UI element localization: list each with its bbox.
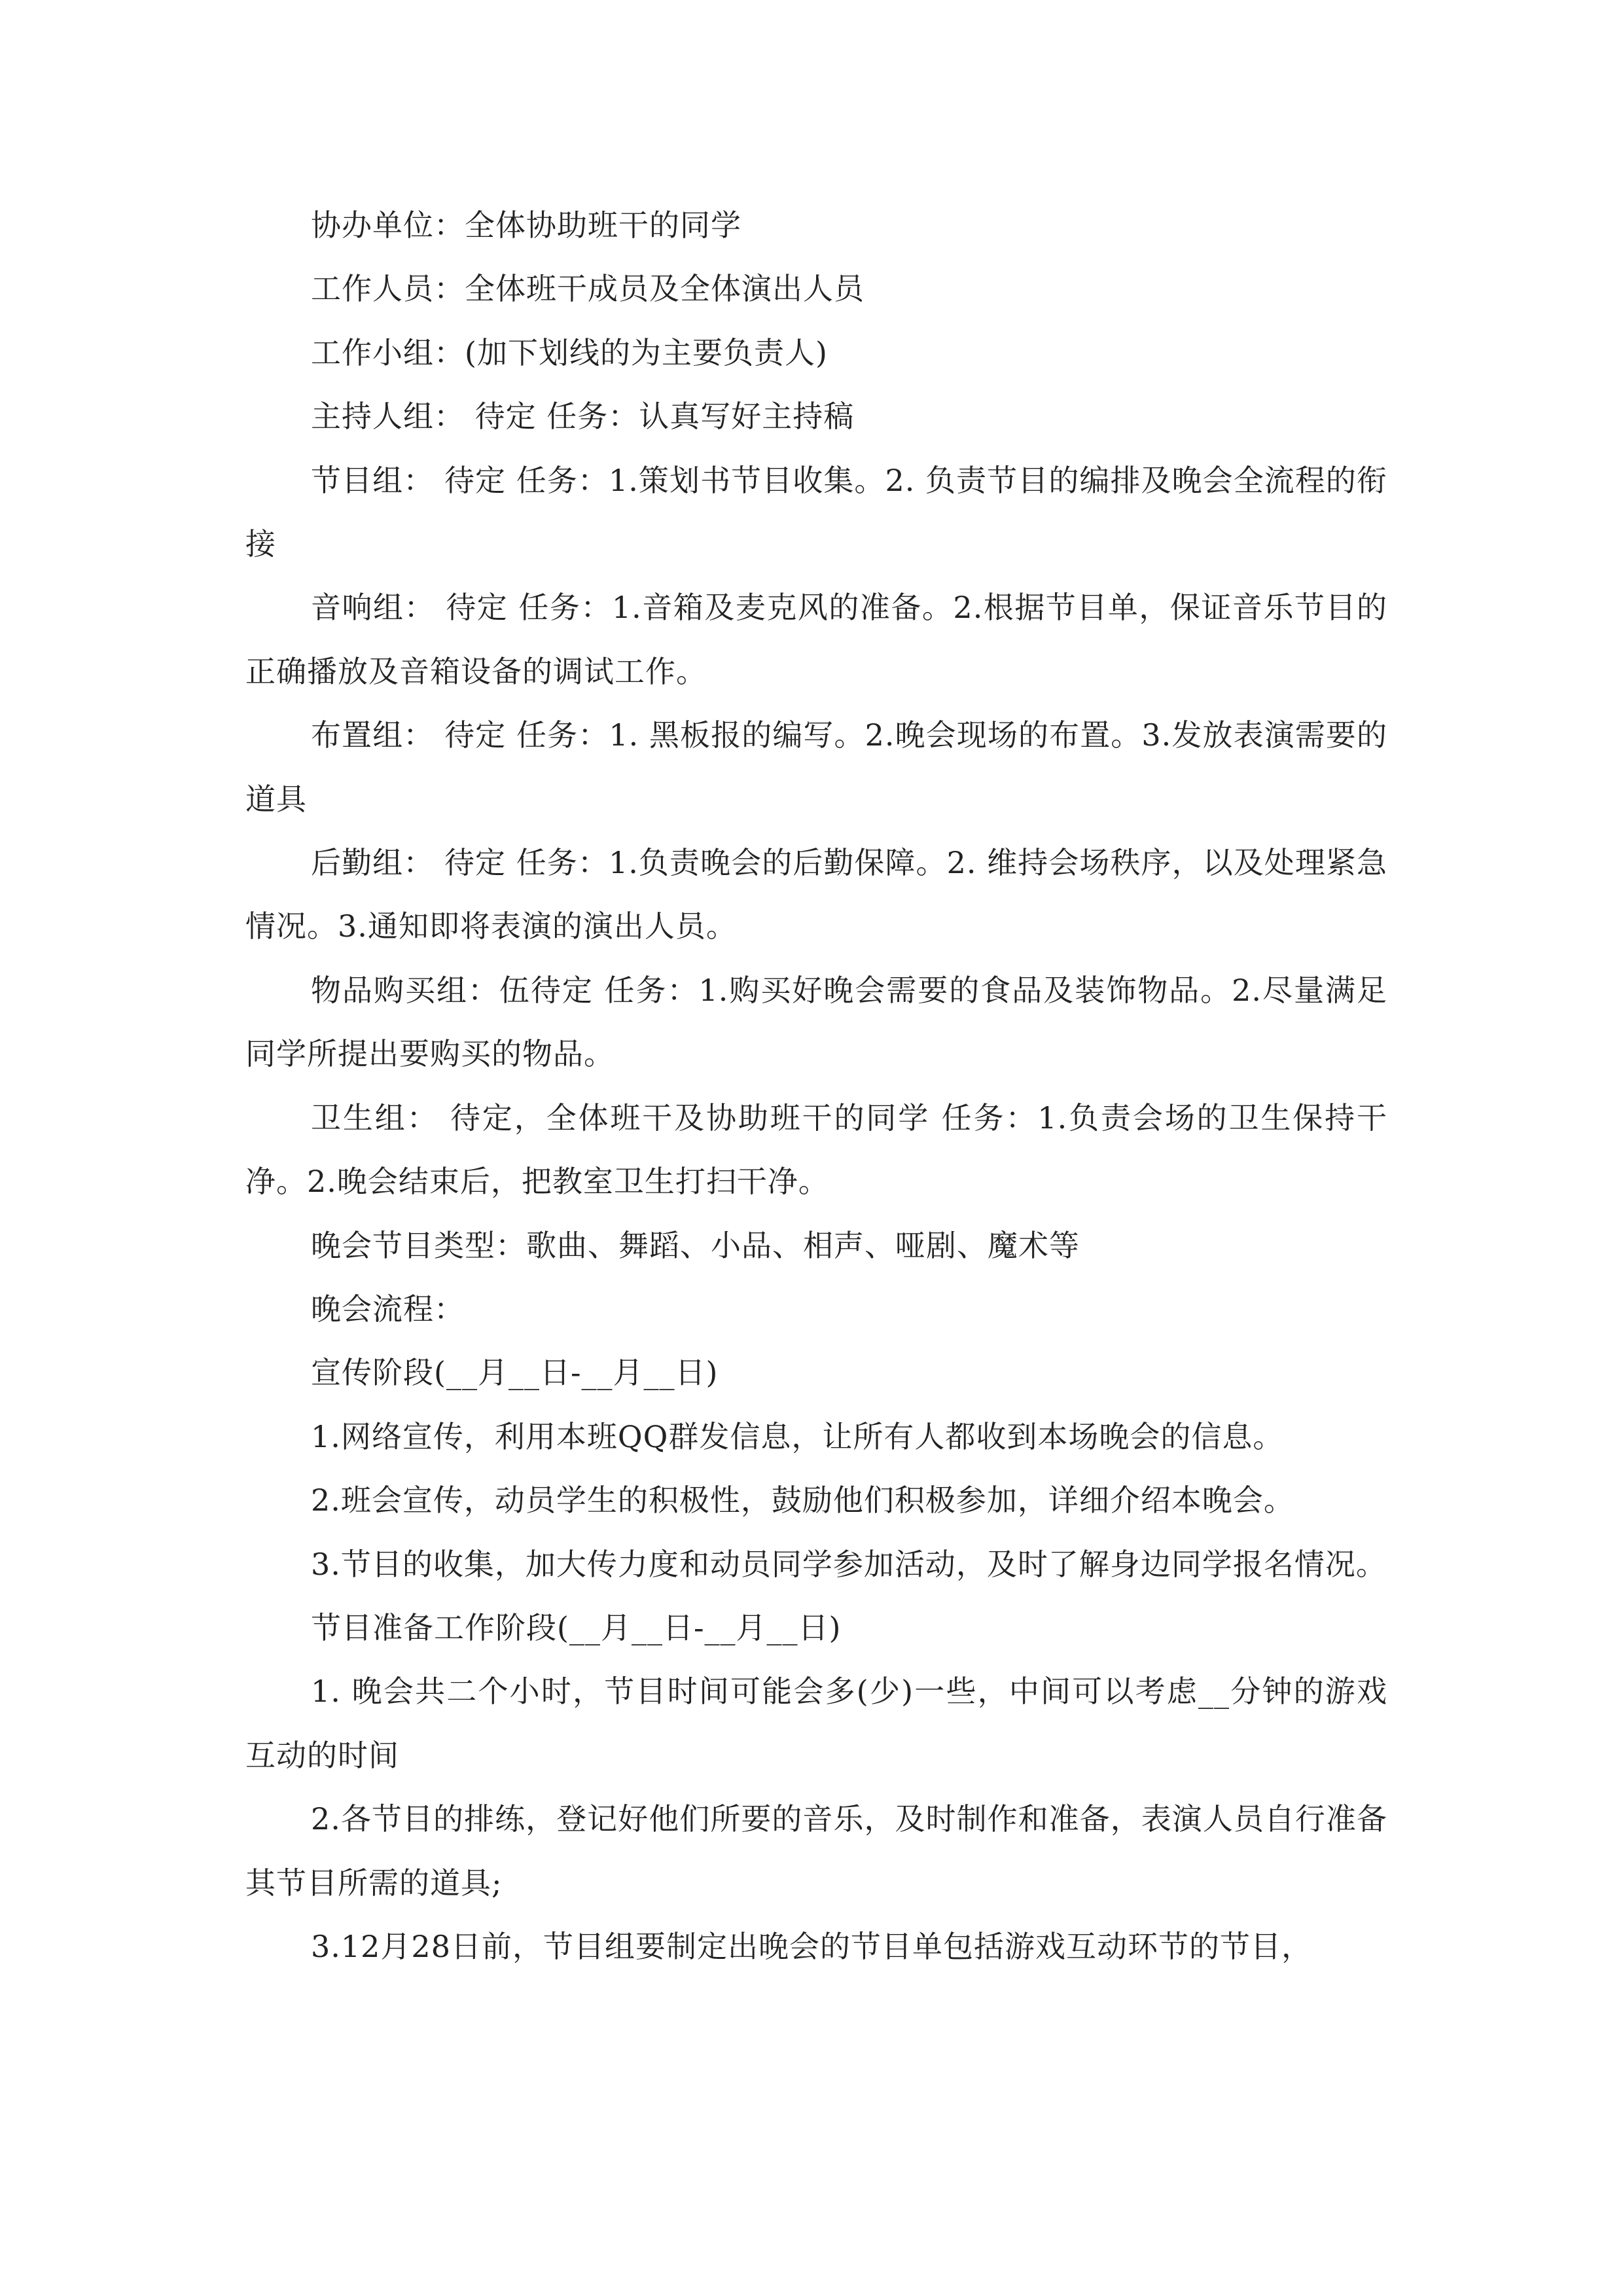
paragraph-program-types: 晚会节目类型：歌曲、舞蹈、小品、相声、哑剧、魔术等 bbox=[311, 1227, 1080, 1263]
paragraph-logistics-group: 后勤组： 待定 任务：1.负责晚会的后勤保障。2. 维持会场秩序，以及处理紧急情况。3.通知即将表演的演出人员。 bbox=[245, 845, 1387, 944]
paragraph-preparation-stage: 节目准备工作阶段(__月__日-__月__日) bbox=[311, 1609, 842, 1645]
paragraph-purchase-group: 物品购买组：伍待定 任务：1.购买好晚会需要的食品及装饰物品。2.尽量满足同学所提出要购买的物品。 bbox=[245, 972, 1387, 1072]
paragraph-decoration-group: 布置组： 待定 任务：1. 黑板报的编写。2.晚会现场的布置。3.发放表演需要的道具 bbox=[245, 717, 1387, 817]
paragraph-event-flow-heading: 晚会流程： bbox=[311, 1291, 465, 1327]
paragraph-promotion-stage: 宣传阶段(__月__日-__月__日) bbox=[311, 1355, 719, 1391]
paragraph-work-groups: 工作小组：(加下划线的为主要负责人) bbox=[311, 334, 828, 370]
paragraph-hygiene-group: 卫生组： 待定，全体班干及协助班干的同学 任务：1.负责会场的卫生保持干净。2.晚会结束后，把教室卫生打扫干净。 bbox=[245, 1100, 1387, 1200]
paragraph-preparation-item-2: 2.各节目的排练，登记好他们所要的音乐，及时制作和准备，表演人员自行准备其节目所需的道具; bbox=[245, 1801, 1387, 1901]
paragraph-host-group: 主持人组： 待定 任务：认真写好主持稿 bbox=[311, 399, 855, 435]
paragraph-staff: 工作人员：全体班干成员及全体演出人员 bbox=[311, 271, 865, 307]
paragraph-preparation-item-3: 3.12月28日前，节目组要制定出晚会的节目单包括游戏互动环节的节目， bbox=[311, 1928, 1312, 1964]
paragraph-promotion-item-3: 3.节目的收集，加大传力度和动员同学参加活动，及时了解身边同学报名情况。 bbox=[311, 1546, 1387, 1582]
paragraph-promotion-item-2: 2.班会宣传，动员学生的积极性，鼓励他们积极参加，详细介绍本晚会。 bbox=[311, 1482, 1294, 1518]
document-body bbox=[245, 194, 1387, 1979]
paragraph-promotion-item-1: 1.网络宣传，利用本班QQ群发信息，让所有人都收到本场晚会的信息。 bbox=[311, 1418, 1284, 1454]
paragraph-program-group: 节目组： 待定 任务：1.策划书节目收集。2. 负责节目的编排及晚会全流程的衔接 bbox=[245, 462, 1387, 562]
paragraph-sound-group: 音响组： 待定 任务：1.音箱及麦克风的准备。2.根据节目单，保证音乐节目的正确播放及音箱设备的调试工作。 bbox=[245, 590, 1387, 689]
paragraph-preparation-item-1: 1. 晚会共二个小时，节目时间可能会多(少)一些，中间可以考虑__分钟的游戏互动的时间 bbox=[245, 1674, 1387, 1773]
paragraph-co-organizer: 协办单位：全体协助班干的同学 bbox=[311, 207, 741, 243]
